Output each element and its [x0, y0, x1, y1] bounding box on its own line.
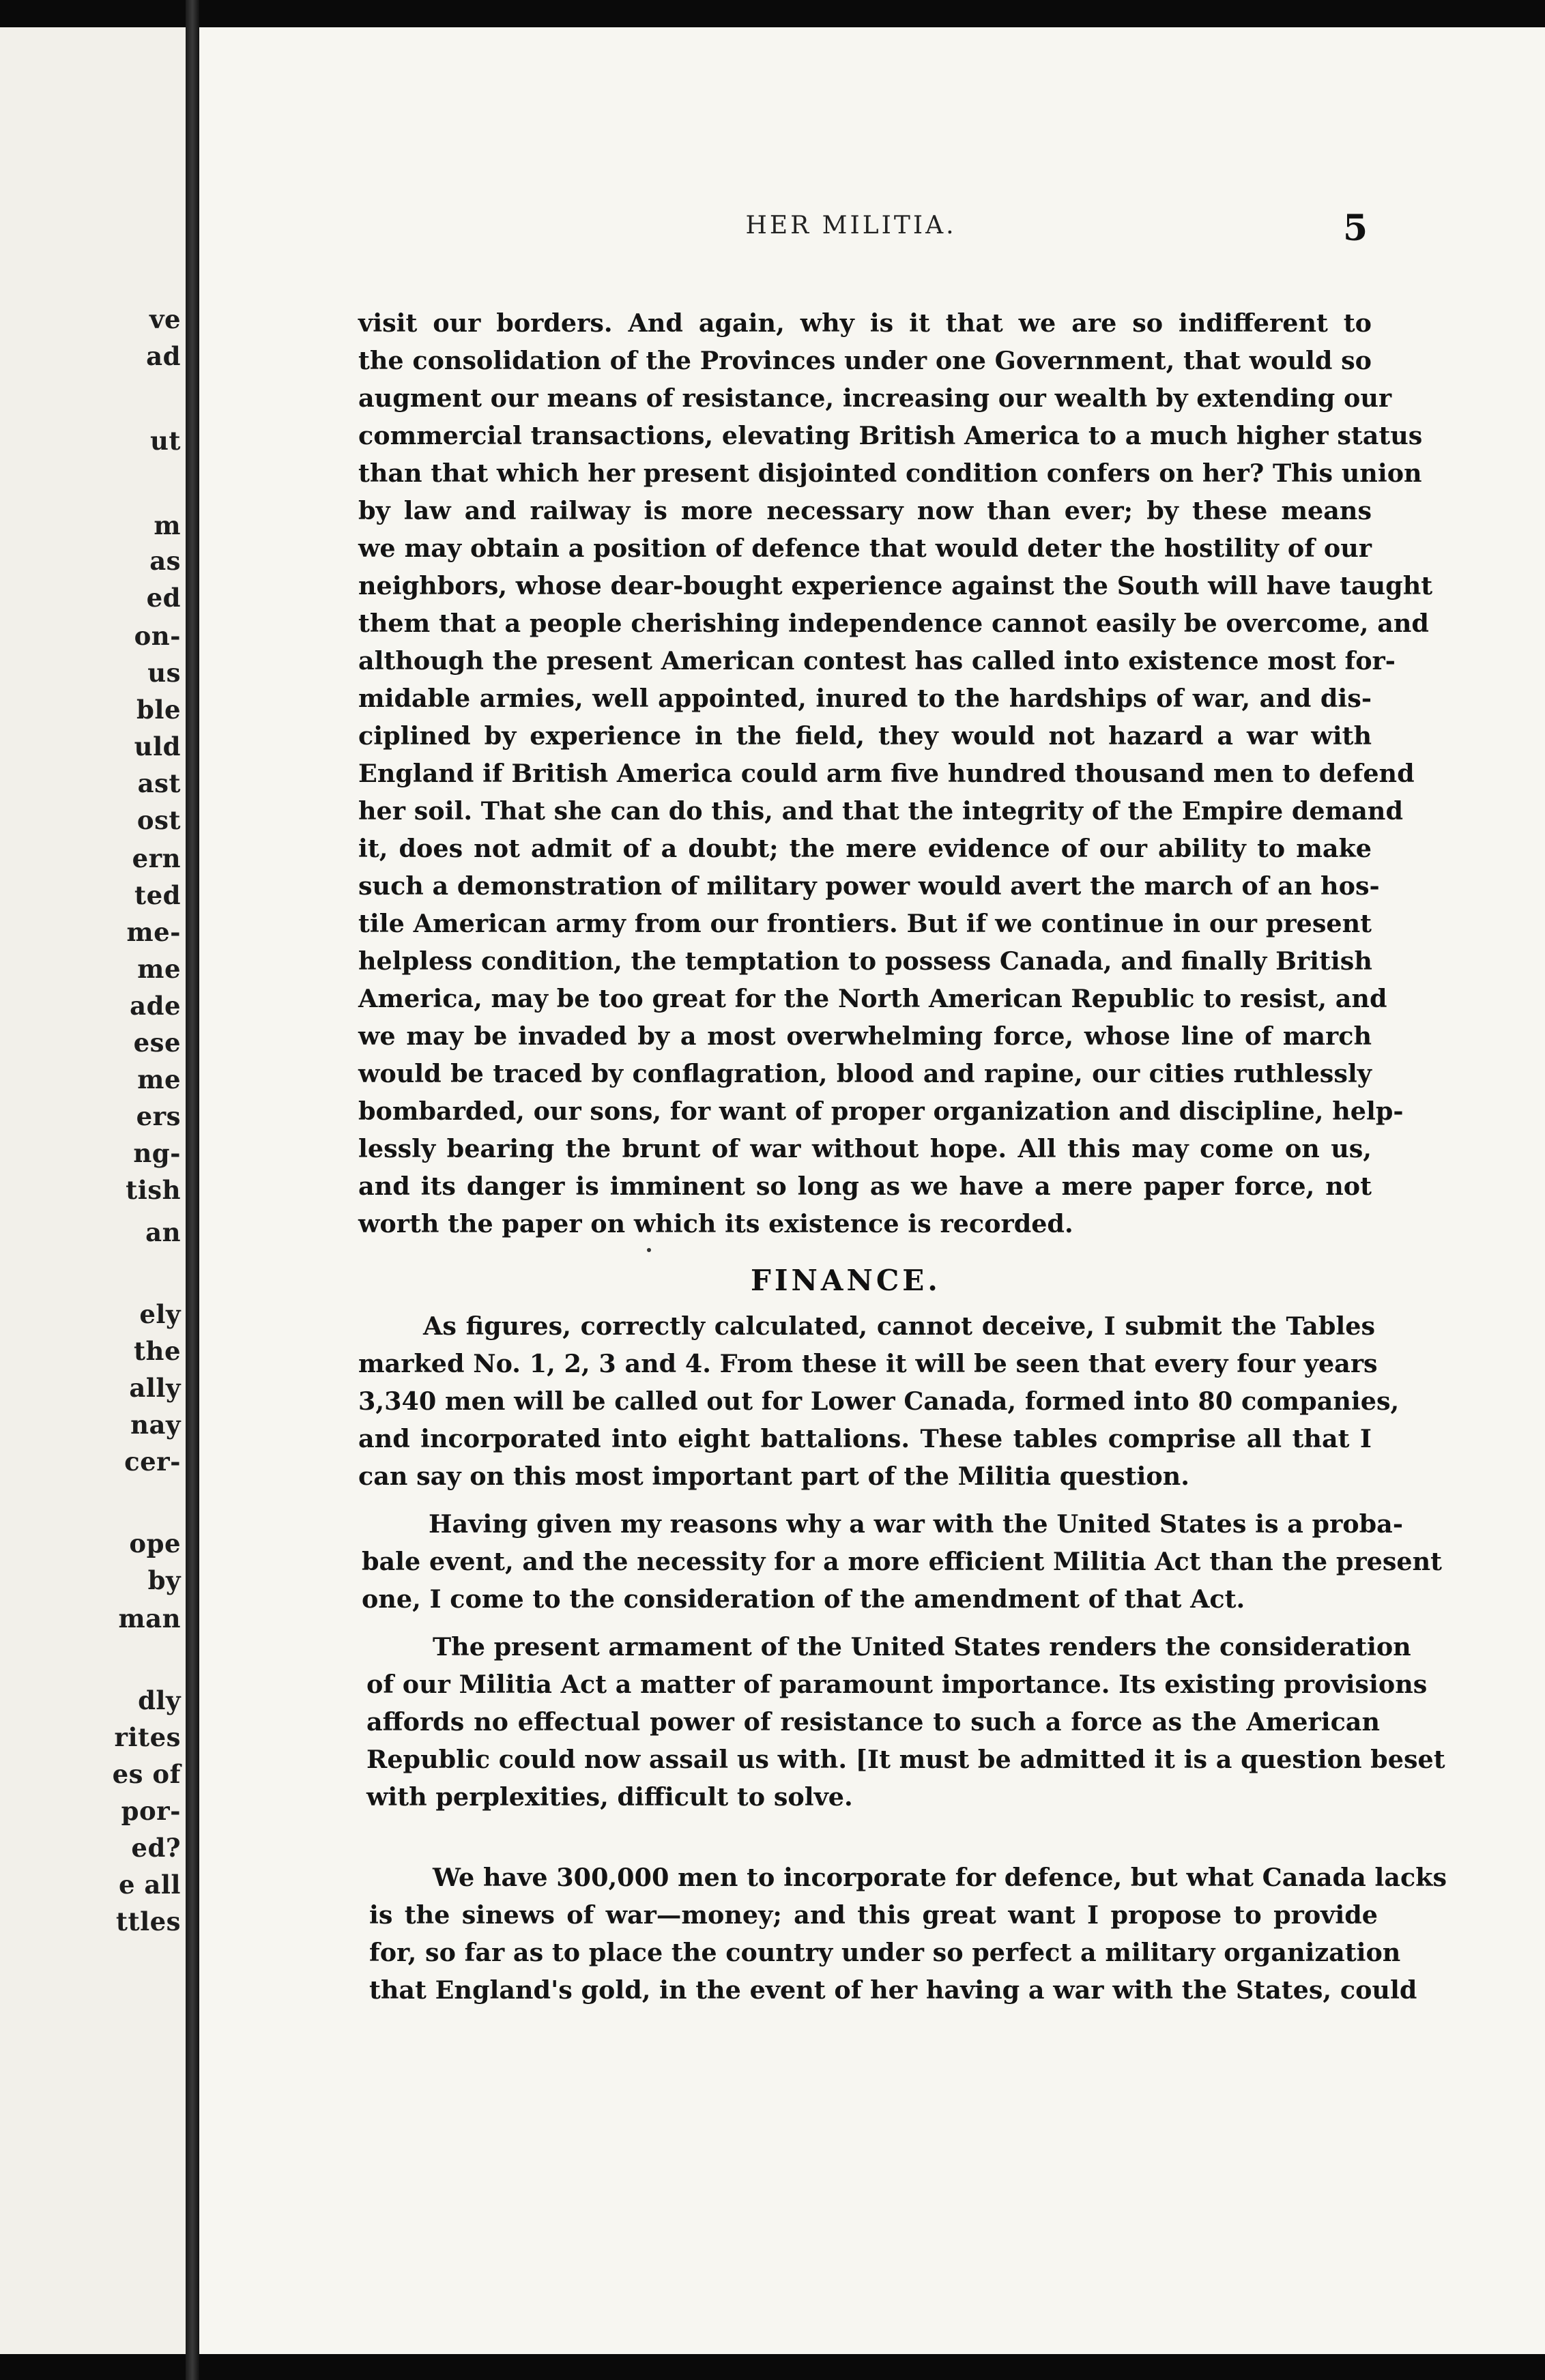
- text-line: helpless condition, the temptation to possess Canada, and finally British: [358, 946, 1372, 976]
- left-page-fragment: man: [118, 1603, 181, 1634]
- left-page-fragment: ble: [136, 695, 181, 725]
- left-page-fragment: nay: [130, 1410, 181, 1440]
- text-line: is the sinews of war—money; and this great want I propose to provide: [369, 1900, 1378, 1930]
- left-page-fragment: es of: [112, 1759, 181, 1789]
- left-page-fragment: por-: [121, 1796, 181, 1826]
- text-line: for, so far as to place the country under so perfect a military organization: [369, 1938, 1401, 1967]
- left-page-fragment: uld: [134, 731, 181, 761]
- text-line: marked No. 1, 2, 3 and 4. From these it will be seen that every four years: [358, 1349, 1378, 1378]
- left-page-fragment: me: [137, 1064, 181, 1094]
- left-page-fragment: ng-: [133, 1138, 181, 1168]
- text-line: America, may be too great for the North American Republic to resist, and: [358, 984, 1387, 1013]
- left-page-fragment: the: [133, 1336, 181, 1366]
- left-page-fragment: ed?: [131, 1833, 181, 1863]
- text-line: Republic could now assail us with. [It must be admitted it is a question beset: [366, 1745, 1445, 1774]
- left-page-fragment: e all: [118, 1870, 181, 1900]
- text-line: ciplined by experience in the field, they would not hazard a war with: [358, 721, 1372, 751]
- text-line: England if British America could arm five hundred thousand men to defend: [358, 759, 1415, 788]
- text-line: tile American army from our frontiers. But if we continue in our present: [358, 909, 1372, 938]
- left-page-fragment: ese: [133, 1028, 181, 1058]
- text-line: augment our means of resistance, increasing our wealth by extending our: [358, 383, 1392, 413]
- print-speck: [647, 1248, 651, 1252]
- text-line: one, I come to the consideration of the amendment of that Act.: [362, 1584, 1245, 1614]
- left-page-fragment: ope: [129, 1528, 181, 1558]
- text-line: lessly bearing the brunt of war without hope. All this may come on us,: [358, 1134, 1372, 1163]
- text-line: we may be invaded by a most overwhelming force, whose line of march: [358, 1021, 1372, 1051]
- text-line: her soil. That she can do this, and that the integrity of the Empire demand: [358, 796, 1403, 826]
- text-line: with perplexities, difficult to solve.: [366, 1782, 853, 1812]
- left-page-fragment: ed: [146, 583, 181, 613]
- text-line: such a demonstration of military power would avert the march of an hos-: [358, 871, 1380, 901]
- text-line: and its danger is imminent so long as we have a mere paper force, not: [358, 1172, 1372, 1201]
- text-line: affords no effectual power of resistance to such a force as the American: [366, 1707, 1380, 1737]
- page-number: 5: [1343, 207, 1368, 249]
- left-page-fragment: me: [137, 954, 181, 984]
- left-page: [0, 27, 186, 2354]
- text-line: would be traced by conflagration, blood and rapine, our cities ruthlessly: [358, 1059, 1372, 1088]
- book-gutter: [186, 0, 199, 2380]
- text-line: and incorporated into eight battalions. These tables comprise all that I: [358, 1424, 1372, 1453]
- left-page-fragment: ut: [150, 426, 181, 456]
- text-line: it, does not admit of a doubt; the mere evidence of our ability to make: [358, 834, 1372, 863]
- left-page-fragment: ers: [136, 1101, 181, 1131]
- left-page-fragment: cer-: [124, 1447, 181, 1477]
- left-page-fragment: ely: [139, 1299, 181, 1329]
- text-line: bombarded, our sons, for want of proper organization and discipline, help-: [358, 1097, 1404, 1126]
- text-line: Having given my reasons why a war with the United States is a proba-: [429, 1509, 1403, 1539]
- left-page-fragment: an: [145, 1217, 181, 1247]
- text-line: them that a people cherishing independence cannot easily be overcome, and: [358, 609, 1429, 638]
- text-line: than that which her present disjointed condition confers on her? This union: [358, 459, 1422, 488]
- left-page-fragment: ttles: [115, 1906, 181, 1936]
- left-page-fragment: ted: [134, 880, 181, 910]
- text-line: visit our borders. And again, why is it that we are so indifferent to: [358, 308, 1372, 338]
- section-heading: FINANCE.: [751, 1264, 941, 1297]
- text-line: can say on this most important part of the Militia question.: [358, 1462, 1189, 1491]
- text-line: worth the paper on which its existence is recorded.: [358, 1209, 1073, 1238]
- text-line: bale event, and the necessity for a more efficient Militia Act than the present: [362, 1547, 1443, 1576]
- text-line: although the present American contest has called into existence most for-: [358, 646, 1396, 676]
- left-page-fragment: on-: [134, 621, 181, 651]
- left-page-fragment: ally: [129, 1373, 181, 1403]
- text-line: midable armies, well appointed, inured to the hardships of war, and dis-: [358, 684, 1372, 713]
- left-page-fragment: ade: [130, 991, 181, 1021]
- left-page-fragment: us: [147, 658, 181, 688]
- left-page-fragment: m: [154, 510, 181, 540]
- text-line: The present armament of the United States renders the consideration: [433, 1632, 1411, 1661]
- text-line: commercial transactions, elevating British America to a much higher status: [358, 421, 1423, 450]
- text-line: As figures, correctly calculated, cannot deceive, I submit the Tables: [423, 1311, 1375, 1341]
- left-page-fragment: ost: [136, 805, 181, 835]
- text-line: by law and railway is more necessary now than ever; by these means: [358, 496, 1372, 525]
- left-page-fragment: ve: [149, 304, 181, 334]
- left-page-fragment: ern: [132, 843, 181, 873]
- text-line: We have 300,000 men to incorporate for defence, but what Canada lacks: [433, 1863, 1447, 1892]
- running-head: HER MILITIA.: [745, 212, 957, 240]
- text-line: the consolidation of the Provinces under one Government, that would so: [358, 346, 1372, 375]
- left-page-fragment: ad: [146, 341, 181, 371]
- text-line: that England's gold, in the event of her having a war with the States, could: [369, 1975, 1417, 2005]
- left-page-fragment: ast: [137, 768, 181, 798]
- text-line: of our Militia Act a matter of paramount importance. Its existing provisions: [366, 1670, 1428, 1699]
- text-line: 3,340 men will be called out for Lower Canada, formed into 80 companies,: [358, 1387, 1400, 1416]
- left-page-fragment: dly: [138, 1685, 181, 1715]
- text-line: we may obtain a position of defence that would deter the hostility of our: [358, 534, 1372, 563]
- left-page-fragment: rites: [114, 1722, 181, 1752]
- left-page-fragment: me-: [126, 917, 181, 947]
- text-line: neighbors, whose dear-bought experience against the South will have taught: [358, 571, 1433, 600]
- left-page-fragment: tish: [126, 1175, 181, 1205]
- left-page-fragment: by: [147, 1565, 181, 1595]
- left-page-fragment: as: [149, 546, 181, 576]
